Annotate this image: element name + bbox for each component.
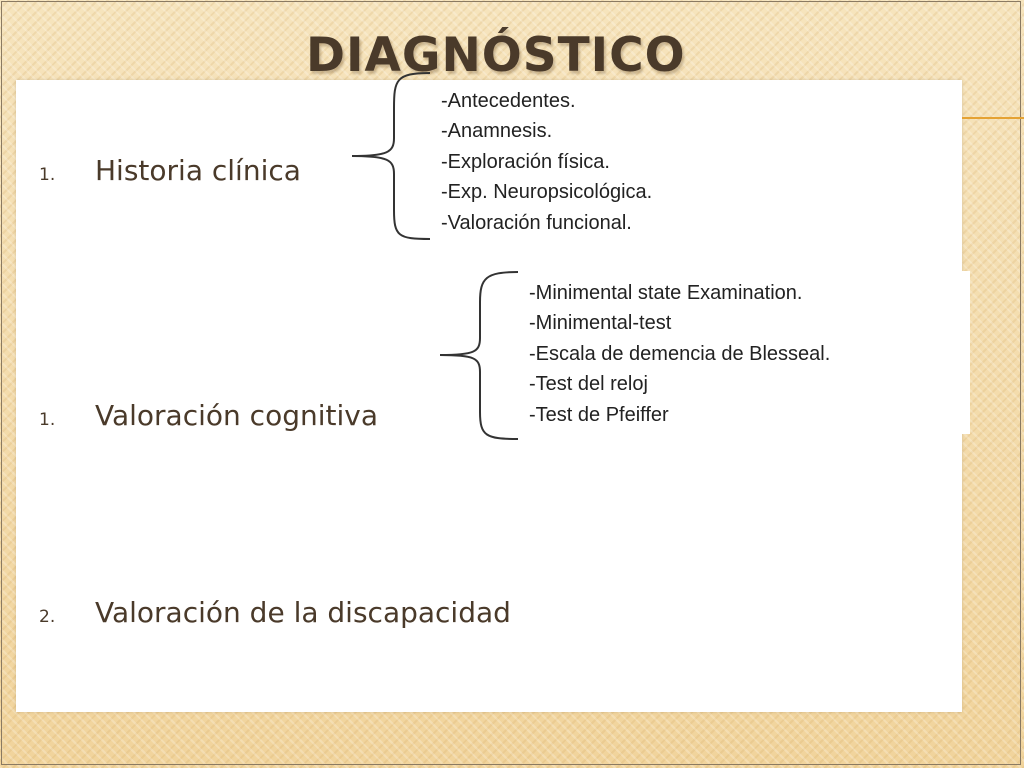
list-item-label: Valoración de la discapacidad xyxy=(95,596,511,629)
list-item-number: 2. xyxy=(39,607,56,627)
list-item-number: 1. xyxy=(39,165,56,185)
list-item: -Valoración funcional. xyxy=(441,211,632,234)
list-item: -Escala de demencia de Blesseal. xyxy=(529,342,831,365)
list-item: -Antecedentes. xyxy=(441,90,576,112)
list-item: -Minimental-test xyxy=(529,312,672,335)
slide-title: DIAGNÓSTICO xyxy=(306,28,686,83)
valoracion-cognitiva-details xyxy=(529,278,830,430)
brace-historia-clinica-icon xyxy=(352,73,430,239)
list-item-number: 1. xyxy=(39,410,56,430)
brace-valoracion-cognitiva-icon xyxy=(440,272,518,439)
list-item-label: Historia clínica xyxy=(95,154,301,187)
list-item-label: Valoración cognitiva xyxy=(95,399,378,432)
list-item: -Exploración física. xyxy=(441,150,610,173)
list-item: -Anamnesis. xyxy=(441,120,553,143)
list-item: -Exp. Neuropsicológica. xyxy=(441,181,653,204)
list-item: -Minimental state Examination. xyxy=(529,282,803,304)
list-item: -Test de Pfeiffer xyxy=(529,403,669,426)
list-item: -Test del reloj xyxy=(529,373,648,396)
historia-clinica-details xyxy=(441,86,652,238)
